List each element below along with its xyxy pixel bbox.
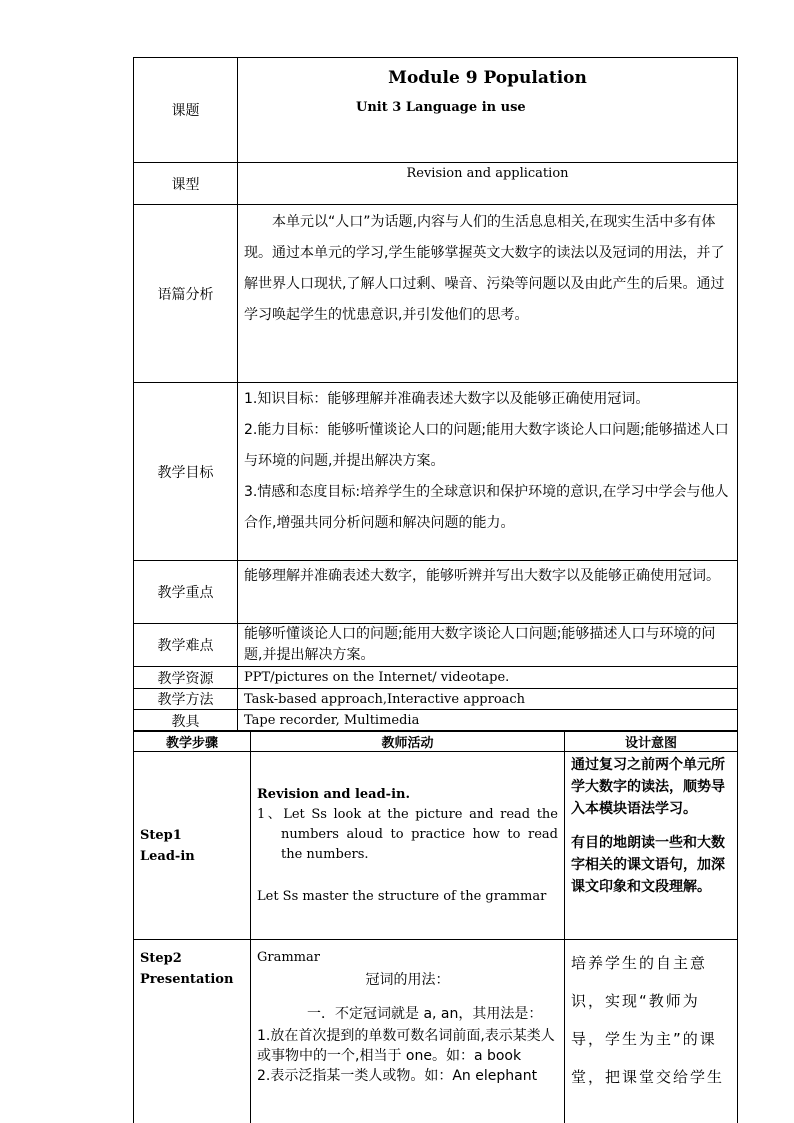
method-text: Task-based approach,Interactive approach (238, 689, 738, 710)
step2-activity-point1: 1.放在首次提到的单数可数名词前面,表示某类人或事物中的一个,相当于 one。如：a book (257, 1028, 555, 1064)
step2-name (134, 940, 251, 1123)
topic-cell (238, 58, 738, 163)
header-steps: 教学步骤 (134, 731, 251, 752)
steps-header-row (134, 731, 738, 752)
step2-activity-heading: Grammar (257, 950, 320, 965)
step2-intent: 培养学生的自主意识，实现“教师为导，学生为主”的课堂，把课堂交给学生 (565, 940, 738, 1123)
method-label: 教学方法 (134, 689, 238, 710)
goals-cell (238, 383, 738, 561)
header-teacher-activity: 教师活动 (251, 731, 565, 752)
step2-activity-sub: 一．不定冠词就是 a, an，其用法是： (307, 1006, 543, 1022)
key-text: 能够理解并准确表述大数字，能够听辨并写出大数字以及能够正确使用冠词。 (238, 561, 738, 624)
step1-name (134, 752, 251, 940)
step1-number: Step1 (140, 827, 182, 843)
steps-table (133, 730, 738, 1123)
difficult-text: 能够听懂谈论人口的问题;能用大数字谈论人口问题;能够描述人口与环境的问题,并提出解决方案。 (238, 624, 738, 667)
goal-emotion: 3.情感和态度目标:培养学生的全球意识和保护环境的意识,在学习中学会与他人合作,增强共同分析问题和解决问题的能力。 (244, 484, 729, 531)
row-analysis (134, 205, 738, 383)
resource-label: 教学资源 (134, 667, 238, 689)
row-resource (134, 667, 738, 689)
goals-label: 教学目标 (134, 383, 238, 561)
step2-title: Presentation (140, 972, 234, 987)
step2-row (134, 940, 738, 1123)
row-key-points (134, 561, 738, 624)
tools-text: Tape recorder, Multimedia (238, 710, 738, 732)
step1-intent (565, 752, 738, 940)
lesson-info-table (133, 57, 738, 732)
analysis-text: 本单元以“人口”为话题,内容与人们的生活息息相关,在现实生活中多有体现。通过本单元的学习,学生能够掌握英文大数字的读法以及冠词的用法，并了解世界人口现状,了解人口过剩、噪音、污染等问题以及由此产生的后果。通过学习唤起学生的忧患意识,并引发他们的思考。 (238, 205, 738, 383)
step2-activity-point2: 2.表示泛指某一类人或物。如：An elephant (257, 1068, 538, 1084)
type-value: Revision and application (238, 163, 738, 205)
step1-activity-extra: Let Ss master the structure of the grammar (257, 888, 547, 904)
topic-label: 课题 (134, 58, 238, 163)
step2-number: Step2 (140, 951, 182, 966)
step2-activity-center: 冠词的用法： (365, 972, 450, 988)
analysis-label: 语篇分析 (134, 205, 238, 383)
tools-label: 教具 (134, 710, 238, 732)
goal-ability: 2.能力目标：能够听懂谈论人口的问题;能用大数字谈论人口问题;能够描述人口与环境的问题,并提出解决方案。 (244, 422, 729, 469)
row-goals (134, 383, 738, 561)
row-type (134, 163, 738, 205)
row-tools (134, 710, 738, 732)
module-title: Module 9 Population (388, 68, 587, 88)
row-difficult (134, 624, 738, 667)
type-label: 课型 (134, 163, 238, 205)
step1-intent-review: 通过复习之前两个单元所学大数字的读法，顺势导入本模块语法学习。 (571, 757, 725, 817)
step1-activity (251, 752, 565, 940)
unit-subtitle: Unit 3 Language in use (356, 100, 526, 115)
step1-title: Lead-in (140, 848, 195, 864)
header-design-intent: 设计意图 (565, 731, 738, 752)
row-method (134, 689, 738, 710)
resource-text: PPT/pictures on the Internet/ videotape. (238, 667, 738, 689)
step1-intent-reading: 有目的地朗读一些和大数字相关的课文语句，加深课文印象和文段理解。 (571, 835, 725, 895)
step2-activity (251, 940, 565, 1123)
step1-activity-heading: Revision and lead-in. (257, 786, 410, 802)
difficult-label: 教学难点 (134, 624, 238, 667)
row-topic (134, 58, 738, 163)
key-label: 教学重点 (134, 561, 238, 624)
step1-row (134, 752, 738, 940)
goal-knowledge: 1.知识目标：能够理解并准确表述大数字以及能够正确使用冠词。 (244, 391, 650, 407)
step1-activity-item: 1、Let Ss look at the picture and read the numbers aloud to practice how to read the numbers. (257, 806, 558, 862)
